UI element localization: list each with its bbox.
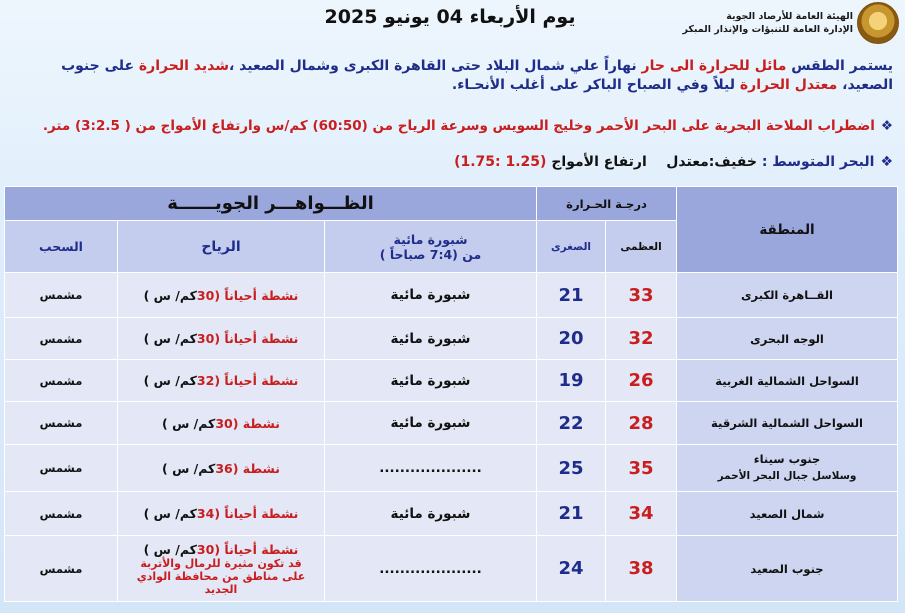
red-sea-warning — [10, 118, 893, 134]
clouds-cell: مشمس — [5, 536, 118, 602]
date-title: يوم الأربعاء 04 يونيو 2025 — [324, 6, 576, 28]
clouds-cell: مشمس — [5, 445, 118, 492]
wind-unit: كم/ س ) — [162, 460, 216, 476]
fog-header — [325, 221, 537, 273]
diamond-bullet-icon: ❖ — [880, 118, 893, 134]
clouds-cell: مشمس — [5, 402, 118, 445]
table-row — [5, 318, 898, 360]
wind-strength: نشطة أحياناً (30 — [196, 541, 299, 557]
region-cell: الوجه البحرى — [677, 318, 898, 360]
min-temp-header: الصغرى — [537, 221, 606, 273]
wind-unit: كم/ س ) — [143, 331, 197, 346]
region-header: المنطقة — [677, 187, 898, 273]
wind-cell — [118, 492, 325, 536]
clouds-cell: مشمس — [5, 360, 118, 402]
wind-header: الرياح — [118, 221, 325, 273]
meteorological-authority-logo — [857, 2, 899, 44]
table-row — [5, 536, 898, 602]
max-temp-cell: 32 — [606, 318, 677, 360]
forecast-part-3: على جنوب الصعيد، — [61, 58, 893, 93]
max-temp-cell: 33 — [606, 273, 677, 318]
wind-cell — [118, 445, 325, 492]
clouds-cell: مشمس — [5, 492, 118, 536]
wind-cell — [118, 536, 325, 602]
clouds-cell: مشمس — [5, 318, 118, 360]
table-row — [5, 402, 898, 445]
temperature-header: درجـة الحـرارة — [537, 187, 677, 221]
fog-cell: .................... — [325, 536, 537, 602]
min-temp-cell: 19 — [537, 360, 606, 402]
wind-cell — [118, 273, 325, 318]
min-temp-cell: 21 — [537, 273, 606, 318]
wind-unit: كم/ س ) — [143, 506, 197, 521]
region-cell: السواحل الشمالية الشرقية — [677, 402, 898, 445]
wind-strength: نشطة (36 — [215, 460, 280, 476]
min-temp-cell: 21 — [537, 492, 606, 536]
forecast-part-2: نهاراً علي شمال البلاد حتى القاهرة الكبرى وشمال الصعيد ، — [228, 58, 642, 74]
wind-note: قد تكون مثيرة للرمال والأتربة على مناطق من محافظة الوادي الجديد — [136, 556, 306, 596]
phenomena-header: الظـــواهـــر الجويــــــة — [5, 187, 537, 221]
wind-cell — [118, 360, 325, 402]
fog-cell: شبورة مائية — [325, 273, 537, 318]
clouds-header: السحب — [5, 221, 118, 273]
fog-header-label: شبورة مائية — [393, 231, 468, 247]
waves-label: ارتفاع الأمواج — [551, 154, 647, 170]
forecast-table — [4, 186, 898, 602]
min-temp-cell: 25 — [537, 445, 606, 492]
region-cell — [677, 445, 898, 492]
general-forecast — [10, 57, 893, 95]
page-header — [0, 0, 905, 50]
clouds-cell: مشمس — [5, 273, 118, 318]
fog-cell: شبورة مائية — [325, 492, 537, 536]
red-sea-warning-text: اضطراب الملاحة البحرية على البحر الأحمر وخليج السويس وسرعة الرياح من (60:50) كم/س وارتفاع الأمواج من ( 3:2.5) متر. — [42, 118, 875, 134]
mediterranean-sea-state — [10, 154, 893, 170]
organization-name — [682, 10, 853, 36]
forecast-part-5: ليلاً وفي الصباح الباكر على أغلب الأنحـاء. — [451, 77, 740, 93]
max-temp-cell: 38 — [606, 536, 677, 602]
wind-strength: نشطة أحياناً (30 — [196, 287, 299, 303]
region-cell: جنوب الصعيد — [677, 536, 898, 602]
wind-cell — [118, 318, 325, 360]
table-row — [5, 492, 898, 536]
wind-unit: كم/ س ) — [143, 287, 197, 303]
waves-value: (1.25 :1.75) — [454, 154, 547, 170]
min-temp-cell: 22 — [537, 402, 606, 445]
region-name: جنوب سيناء — [753, 452, 821, 466]
fog-header-time: من (7:4 صباحاً ) — [379, 246, 482, 262]
max-temp-cell: 34 — [606, 492, 677, 536]
region-cell: السواحل الشمالية الغربية — [677, 360, 898, 402]
table-row — [5, 273, 898, 318]
fog-cell: شبورة مائية — [325, 402, 537, 445]
fog-cell: شبورة مائية — [325, 318, 537, 360]
wind-strength: نشطة أحياناً (32 — [196, 373, 299, 388]
forecast-hot-2: شديد الحرارة — [138, 58, 229, 74]
wind-unit: كم/ س ) — [143, 373, 197, 388]
wind-strength: نشطة أحياناً (30 — [196, 331, 299, 346]
table-row — [5, 445, 898, 492]
max-temp-cell: 35 — [606, 445, 677, 492]
wind-unit: كم/ س ) — [162, 415, 216, 431]
table-row — [5, 360, 898, 402]
forecast-hot-1: مائل للحرارة الى حار — [641, 58, 787, 74]
forecast-part-1: يستمر الطقس — [786, 58, 893, 74]
max-temp-cell: 26 — [606, 360, 677, 402]
org-line-1: الهيئة العامة للأرصاد الجوية — [726, 11, 853, 22]
wind-cell — [118, 402, 325, 445]
wind-unit: كم/ س ) — [143, 541, 197, 557]
org-line-2: الإدارة العامة للتنبؤات والإنذار المبكر — [682, 24, 853, 35]
max-temp-cell: 28 — [606, 402, 677, 445]
region-name-line-2: وسلاسل جبال البحر الأحمر — [717, 470, 857, 482]
region-cell: القــاهرة الكبرى — [677, 273, 898, 318]
min-temp-cell: 24 — [537, 536, 606, 602]
mediterranean-label: البحر المتوسط : — [761, 154, 875, 170]
wind-strength: نشطة أحياناً (34 — [196, 506, 299, 521]
max-temp-header: العظمى — [606, 221, 677, 273]
mediterranean-state: خفيف:معتدل — [666, 154, 757, 170]
region-cell: شمال الصعيد — [677, 492, 898, 536]
fog-cell: شبورة مائية — [325, 360, 537, 402]
min-temp-cell: 20 — [537, 318, 606, 360]
wind-strength: نشطة (30 — [215, 415, 280, 431]
forecast-part-4: معتدل الحرارة — [739, 77, 838, 93]
diamond-bullet-icon: ❖ — [880, 154, 893, 170]
fog-cell: .................... — [325, 445, 537, 492]
